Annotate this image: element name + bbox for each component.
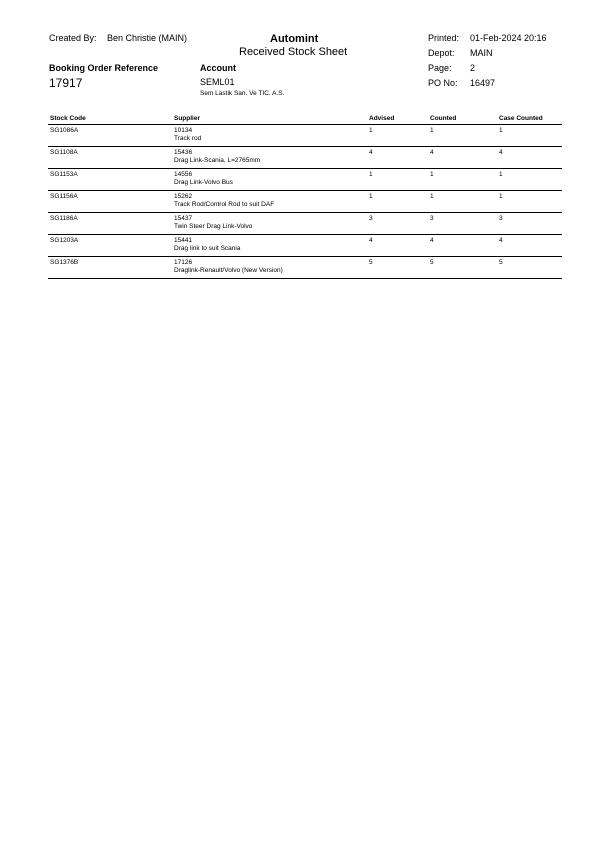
depot-value: MAIN	[470, 48, 493, 58]
account-name: Sem Lastik San. Ve TIC. A.S.	[200, 90, 285, 97]
po-value: 16497	[470, 78, 496, 88]
case-counted-qty: 1	[499, 171, 503, 178]
column-header-stock-code: Stock Code	[50, 115, 86, 122]
counted-qty: 1	[430, 193, 434, 200]
counted-qty: 4	[430, 237, 434, 244]
booking-ref-label: Booking Order Reference	[49, 63, 159, 73]
supplier-code: 10134	[174, 127, 193, 134]
supplier-code: 17126	[174, 259, 193, 266]
advised-qty: 4	[369, 149, 373, 156]
printed-label: Printed:	[428, 33, 460, 43]
advised-qty: 1	[369, 127, 373, 134]
advised-qty: 1	[369, 171, 373, 178]
report-title: Received Stock Sheet	[239, 46, 348, 58]
item-description: Drag Link-Volvo Bus	[174, 179, 233, 186]
item-description: Drag link to suit Scania	[174, 245, 241, 252]
page-value: 2	[470, 63, 476, 73]
column-header-counted: Counted	[430, 115, 457, 122]
case-counted-qty: 1	[499, 127, 503, 134]
supplier-code: 15262	[174, 193, 193, 200]
printed-value: 01-Feb-2024 20:16	[470, 33, 547, 43]
supplier-code: 15436	[174, 149, 193, 156]
supplier-code: 14556	[174, 171, 193, 178]
account-label: Account	[200, 63, 236, 73]
case-counted-qty: 5	[499, 259, 503, 266]
page-label: Page:	[428, 63, 452, 73]
stock-code: SG1108A	[50, 149, 78, 156]
table-row	[48, 235, 562, 257]
supplier-code: 15441	[174, 237, 193, 244]
table-row	[48, 125, 562, 147]
depot-label: Depot:	[428, 48, 455, 58]
column-header-advised: Advised	[369, 115, 395, 122]
column-header-supplier: Supplier	[174, 115, 201, 122]
counted-qty: 1	[430, 127, 434, 134]
table-row	[48, 147, 562, 169]
po-label: PO No:	[428, 78, 458, 88]
advised-qty: 3	[369, 215, 373, 222]
item-description: Twin Steer Drag Link-Volvo	[174, 223, 253, 230]
item-description: Drag Link-Scania, L=2765mm	[174, 157, 261, 164]
supplier-code: 15437	[174, 215, 193, 222]
advised-qty: 1	[369, 193, 373, 200]
advised-qty: 4	[369, 237, 373, 244]
column-header-case-counted: Case Counted	[499, 115, 543, 122]
stock-code: SG1086A	[50, 127, 79, 134]
stock-code: SG1156A	[50, 193, 78, 200]
created-by-value: Ben Christie (MAIN)	[107, 33, 188, 43]
company-name: Automint	[270, 33, 319, 45]
case-counted-qty: 4	[499, 149, 503, 156]
case-counted-qty: 4	[499, 237, 503, 244]
case-counted-qty: 3	[499, 215, 503, 222]
account-code: SEML01	[200, 77, 235, 87]
table-header	[48, 114, 562, 125]
item-description: Track rod	[174, 135, 202, 142]
booking-ref-value: 17917	[49, 76, 83, 90]
item-description: Track Rod/Control Rod to suit DAF	[174, 201, 275, 208]
counted-qty: 4	[430, 149, 434, 156]
created-by-label: Created By:	[49, 33, 97, 43]
stock-code: SG1376B	[50, 259, 79, 266]
counted-qty: 3	[430, 215, 434, 222]
counted-qty: 5	[430, 259, 434, 266]
counted-qty: 1	[430, 171, 434, 178]
stock-table	[48, 114, 562, 279]
table-row	[48, 169, 562, 191]
table-row	[48, 191, 562, 213]
table-row	[48, 257, 562, 279]
item-description: Draglink-Renault/Volvo (New Version)	[174, 267, 283, 274]
stock-code: SG1153A	[50, 171, 78, 178]
case-counted-qty: 1	[499, 193, 503, 200]
stock-code: SG1186A	[50, 215, 78, 222]
stock-code: SG1203A	[50, 237, 79, 244]
advised-qty: 5	[369, 259, 373, 266]
table-row	[48, 213, 562, 235]
